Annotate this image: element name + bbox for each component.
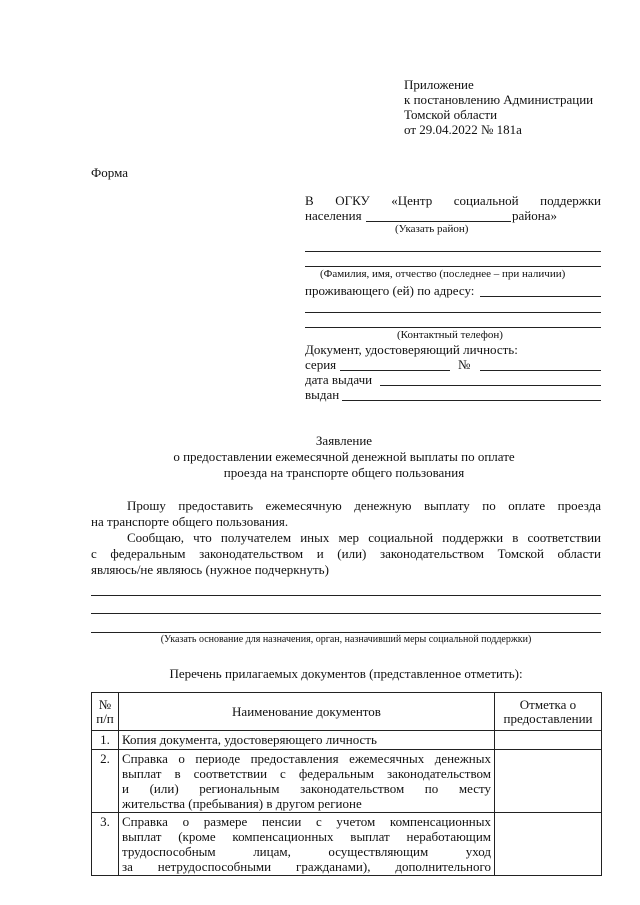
phone-hint: (Контактный телефон) [397, 329, 503, 341]
fio-field-1[interactable] [305, 251, 601, 252]
issue-date-field[interactable] [380, 385, 601, 386]
series-field[interactable] [340, 370, 450, 371]
para1-line [127, 498, 601, 514]
form-label: Форма [91, 165, 128, 180]
para2-line-text: с федеральным законодательством и (или) законодательством Томской области [91, 546, 601, 561]
row-document-line: выплат (кроме компенсационных выплат неработающим [122, 829, 491, 844]
number-field[interactable] [480, 370, 601, 371]
row-document [119, 813, 495, 876]
row-document-line: Справка о размере пенсии с учетом компенсационных [122, 814, 491, 829]
para2-line [127, 530, 601, 546]
table-row [92, 731, 602, 750]
header-num-line: п/п [96, 710, 114, 726]
appendix-line: Приложение [404, 77, 474, 92]
residing-label: проживающего (ей) по адресу: [305, 283, 475, 298]
para2-line-text: Сообщаю, что получателем иных мер социальной поддержки в соответствии [127, 530, 601, 545]
basis-field-1[interactable] [91, 595, 601, 596]
number-label: № [458, 357, 471, 372]
row-mark-cell[interactable] [495, 813, 602, 876]
row-document-line: за нетрудоспособными гражданами), дополнительного [122, 859, 491, 874]
appendix-line: к постановлению Администрации [404, 92, 594, 107]
district-field[interactable] [366, 221, 511, 222]
header-mark [495, 693, 602, 731]
statement-subtitle: о предоставлении ежемесячной денежной выплаты по оплате [173, 449, 515, 464]
row-number: 3. [92, 813, 119, 876]
docs-title: Перечень прилагаемых документов (представленное отметить): [169, 666, 523, 681]
row-document-line: Справка о периоде предоставления ежемесячных денежных [122, 751, 491, 766]
issue-date-label: дата выдачи [305, 372, 373, 387]
para1-line-text: Прошу предоставить ежемесячную денежную выплату по оплате проезда [127, 498, 601, 513]
addressee-line-1 [305, 193, 601, 209]
table-row [92, 813, 602, 876]
addressee-word: поддержки [540, 193, 601, 208]
address-field-1[interactable] [480, 296, 601, 297]
row-document-line: выплат в соответствии с федеральным законодательством [122, 766, 491, 781]
addressee-word: ОГКУ [335, 193, 370, 208]
docs-table [91, 692, 602, 876]
basis-field-3[interactable] [91, 632, 601, 633]
table-row [92, 750, 602, 813]
series-label: серия [305, 357, 337, 372]
phone-field[interactable] [305, 327, 601, 328]
addressee-word: «Центр [391, 193, 433, 208]
header-mark-line: предоставлении [503, 710, 593, 726]
row-document-line: трудоспособным лицам, осуществляющим уход [122, 844, 491, 859]
statement-title: Заявление [315, 433, 373, 448]
appendix-line: от 29.04.2022 № 181а [404, 122, 522, 137]
row-number: 2. [92, 750, 119, 813]
para1-line: на транспорте общего пользования. [91, 514, 289, 529]
header-name: Наименование документов [119, 693, 495, 731]
appendix-block [404, 77, 593, 137]
para2-line [91, 546, 601, 562]
row-document-line: жительства (пребывания) в другом регионе [122, 796, 362, 811]
addressee-word: В [305, 193, 314, 208]
statement-subtitle: проезда на транспорте общего пользования [223, 465, 465, 480]
district-hint: (Указать район) [395, 223, 469, 235]
fio-hint: (Фамилия, имя, отчество (последнее – при наличии) [320, 268, 566, 280]
addressee-line-2-suffix: района» [512, 208, 557, 223]
header-num-line: № [98, 696, 112, 712]
header-mark-line: Отметка о [519, 696, 577, 712]
row-document: Копия документа, удостоверяющего личность [119, 731, 495, 750]
id-doc-label: Документ, удостоверяющий личность: [305, 342, 518, 357]
row-mark-cell[interactable] [495, 750, 602, 813]
row-mark-cell[interactable] [495, 731, 602, 750]
header-num [92, 693, 119, 731]
row-document-line: и (или) региональным законодательством по месту [122, 781, 491, 796]
row-document [119, 750, 495, 813]
basis-field-2[interactable] [91, 613, 601, 614]
row-number: 1. [92, 731, 119, 750]
basis-hint: (Указать основание для назначения, орган, назначивший меры социальной поддержки) [160, 634, 532, 645]
addressee-word: социальной [453, 193, 519, 208]
para2-line: являюсь/не являюсь (нужное подчеркнуть) [91, 562, 329, 577]
table-header-row [92, 693, 602, 731]
address-field-2[interactable] [305, 312, 601, 313]
fio-field-2[interactable] [305, 266, 601, 267]
issued-by-field[interactable] [342, 400, 601, 401]
appendix-line: Томской области [404, 107, 498, 122]
issued-by-label: выдан [305, 387, 340, 402]
addressee-line-2-prefix: населения [305, 208, 362, 223]
